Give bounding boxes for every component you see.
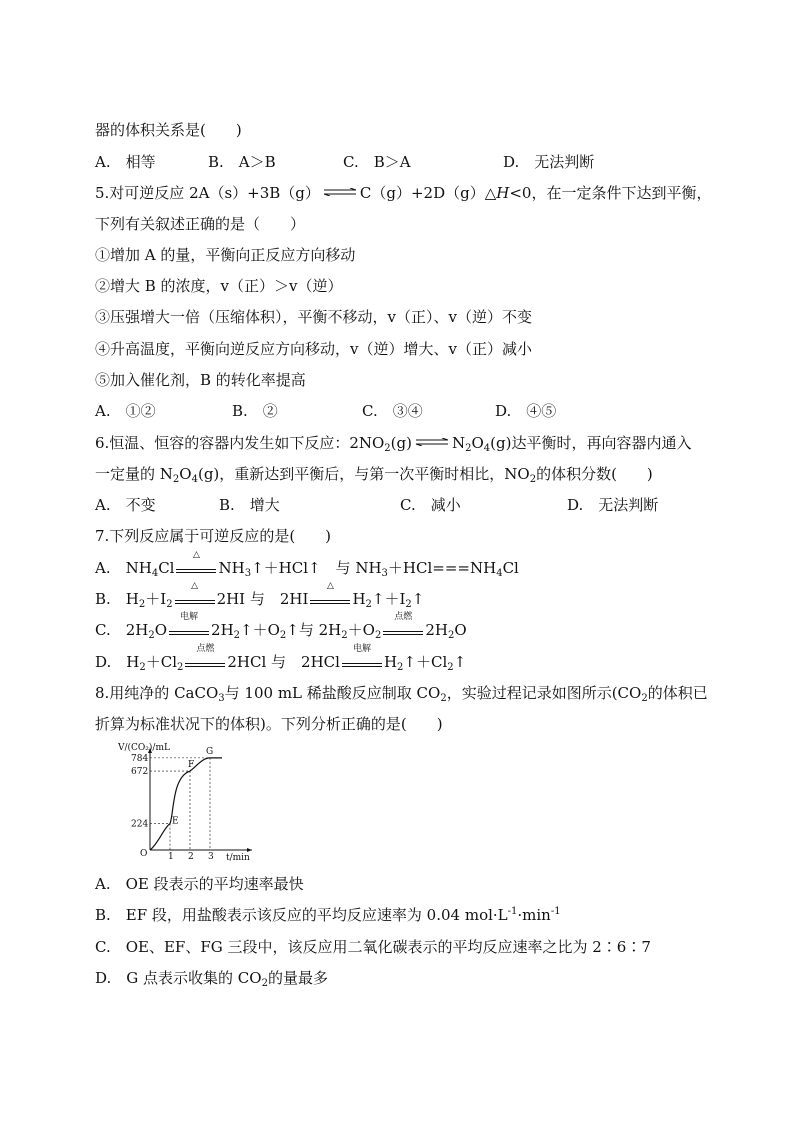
heat-condition [176,550,216,573]
electrolysis-label: 电解 [180,612,199,622]
x-tick-label: 3 [208,852,214,862]
q6-option-d: D. 无法判断 [567,496,659,514]
x-tick-label: 2 [188,852,194,862]
q5-statement-4: ④升高温度，平衡向逆反应方向移动，v（逆）增大、v（正）减小 [95,340,532,358]
q8d-pre: D. G 点表示收集的 CO [95,969,262,987]
q7a-p4: ＋HCl===NH [387,559,497,577]
q7d-p1: ＋Cl [145,653,177,671]
y-axis-label: V/(CO₂)/mL [118,743,170,753]
q4-option-b: B. A＞B [208,153,276,171]
q7d-p3: H [383,653,398,671]
q7c-p1: O [154,621,168,639]
electrolysis-condition [342,644,382,667]
x-axis-arrow-icon [247,848,252,852]
electrolysis-label: 电解 [352,644,371,654]
q8b-sup2: -1 [550,906,561,917]
q8b-pre: B. EF 段，用盐酸表示该反应的平均反应速率为 0.04 mol·L [95,906,508,924]
heat-condition [175,581,215,604]
q7b-p4: ↑＋I [371,590,406,608]
q6-pre: 6.恒温、恒容的容器内发生如下反应：2NO [95,434,385,452]
q7-stem: 7.下列反应属于可逆反应的是( ) [95,527,332,545]
q5-option-c: C. ③④ [362,402,423,420]
point-label-f: F [188,760,195,771]
q4-stem-tail: 器的体积关系是( ) [95,121,242,139]
equilibrium-arrow-icon [322,188,358,196]
heat-condition [310,581,350,604]
q8b-mid: ·min [517,906,551,924]
q7c-p5: ＋O [347,621,375,639]
q6-l2-b: (g)，重新达到平衡后，与第一次平衡时相比，NO [197,465,530,483]
q7c-p4: ↑与 2H [286,621,342,639]
y-tick-label: 784 [131,753,149,764]
q7d-p2: 2HCl 与 2HCl [227,653,340,671]
q6-option-c: C. 减小 [400,496,461,514]
ignition-condition [185,644,225,667]
q8-post: ，实验过程记录如图所示(CO [446,684,642,702]
q5-stem-post: <0，在一定条件下达到平衡， [509,184,712,202]
q6-stem-line1: 6.恒温、恒容的容器内发生如下反应：$2NO_2(g)$ $N_2O_4(g)$达平衡时，再向容器内通入 [95,434,692,454]
q5-statement-1: ①增加 A 的量，平衡向正反应方向移动 [95,246,356,264]
q7b-p1: ＋I [145,590,167,608]
q5-option-a: A. ①② [95,402,156,420]
q5-option-d: D. ④⑤ [495,402,557,420]
q5-stem-h: H [496,184,510,202]
q7c-label: C. 2H [95,621,149,639]
q7d-p4: ↑＋Cl [403,653,448,671]
origin-label: O [140,849,148,859]
q5-stem-pre: 5.对可逆反应 2A（s）+3B（g） [95,184,320,202]
q8d-post: 的量最多 [267,969,328,987]
q8b-sup1: -1 [507,906,518,917]
y-tick-label: 672 [131,767,149,778]
q7c-p6: 2H [425,621,448,639]
q6-a: (g) [390,434,412,452]
point-label-e: E [172,816,179,827]
q6-stem-line2: 一定量的 $N_2O_4(g)$，重新达到平衡后，与第一次平衡时相比，$NO_2$的体积分数( ) [95,465,653,485]
q7d-label: D. H [95,653,140,671]
q5-statement-2: ②增大 B 的浓度，v（正）＞v（逆） [95,277,343,295]
q7c-p7: O [454,621,467,639]
heat-symbol: △ [326,581,334,591]
q8-option-a: A. OE 段表示的平均速率最快 [95,875,304,893]
q7c-p2: 2H [211,621,234,639]
q7a-p2: NH [218,559,245,577]
q4-option-d: D. 无法判断 [503,153,595,171]
q7a-label: A. NH [95,559,152,577]
q6-l2-c: 的体积分数( ) [536,465,653,483]
q8-stem-line2: 折算为标准状况下的体积)。下列分析正确的是( ) [95,715,443,733]
q6-option-b: B. 增大 [219,496,280,514]
q6-l2-pre: 一定量的 N [95,465,173,483]
q8-mid: 与 100 mL 稀盐酸反应制取 CO [224,684,441,702]
y-tick-label: 224 [131,819,149,830]
point-label-g: G [206,746,214,757]
electrolysis-condition [169,612,209,635]
q7-option-d: D. $H_2+Cl_2$ 点燃 2HCl 与 2HCl 电解 $H_2↑+Cl_2↑$ [95,644,467,673]
q8-option-d: D. G 点表示收集的 $CO_2$的量最多 [95,969,328,989]
co2-volume-curve [150,758,222,850]
heat-symbol: △ [193,550,200,560]
q5-statement-3: ③压强增大一倍（压缩体积），平衡不移动，v（正）、v（逆）不变 [95,308,532,326]
q7b-p5: ↑ [411,590,425,608]
x-axis-label: t/min [226,853,250,862]
q7a-p5: Cl [502,559,519,577]
q7d-p5: ↑ [453,653,467,671]
q7a-p1: Cl [158,559,175,577]
x-tick-label: 1 [168,852,174,862]
q5-stem-line1 [95,183,711,203]
q8-option-b [95,905,561,925]
q6-d: (g)达平衡时，再向容器内通入 [490,434,692,452]
heat-symbol: △ [191,581,199,591]
q7c-p3: ↑＋O [240,621,280,639]
co2-volume-chart [118,742,258,862]
q8-end: 的体积已 [647,684,708,702]
q5-stem-mid: C（g）+2D（g）△ [359,184,497,202]
q5-statement-5: ⑤加入催化剂，B 的转化率提高 [95,371,306,389]
q7a-p3: ↑＋HCl↑ 与 NH [251,559,382,577]
q7b-p2: 2HI 与 2HI [216,590,309,608]
q7-option-a: A. $NH_4Cl$ △ $NH_3↑+HCl↑$ 与 $NH_3+HCl===NH_4Cl$ [95,550,519,579]
q6-b: N [451,434,466,452]
q5-stem-line2: 下列有关叙述正确的是（ ） [95,215,306,233]
q8-stem-line1: 8.用纯净的 CaCO$_3$与 100 mL 稀盐酸反应制取 $CO_2$，实验过程记录如图所示($CO_2$的体积已 [95,684,708,704]
q4-option-a: A. 相等 [95,153,156,171]
q8-pre: 8.用纯净的 CaCO [95,684,219,702]
q8-option-c: C. OE、EF、FG 三段中，该反应用二氧化碳表示的平均反应速率之比为 2∶6∶7 [95,938,651,956]
q7b-label: B. H [95,590,139,608]
equilibrium-arrow-icon [414,438,450,446]
q4-option-c: C. B＞A [343,153,411,171]
q5-option-b: B. ② [232,402,278,420]
q7-option-c: C. $2H_2O$ 电解 $2H_2↑+O_2↑$与 $2H_2+O_2$ 点燃 $2H_2O$ [95,612,467,641]
ignition-label: 点燃 [394,612,413,622]
q6-l2-a: O [179,465,192,483]
q6-option-a: A. 不变 [95,496,156,514]
q7-option-b: B. $H_2+I_2$ △ 2HI 与 2HI △ $H_2↑+I_2↑$ [95,581,425,610]
q7b-p3: H [352,590,366,608]
ignition-label: 点燃 [196,644,215,654]
ignition-condition [383,612,423,635]
q6-c: O [471,434,484,452]
